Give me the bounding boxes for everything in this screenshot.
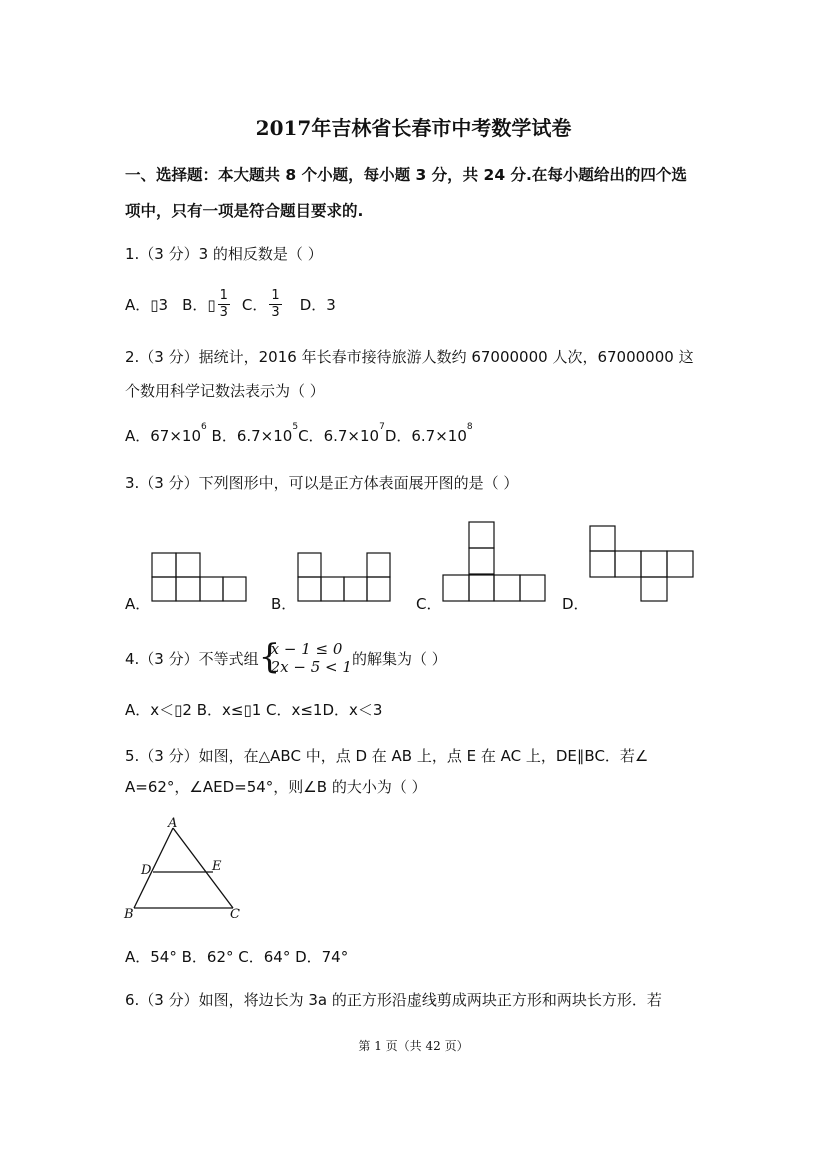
q1-option-a-label: A． xyxy=(125,296,151,314)
section-heading-line2: 项中，只有一项是符合题目要求的. xyxy=(125,202,364,220)
question-3-stem: 3.（3 分）下列图形中，可以是正方体表面展开图的是（ ） xyxy=(125,474,519,492)
q3-option-c-label: C． xyxy=(416,595,442,613)
q1-option-d-value: 3 xyxy=(326,295,336,314)
label-b: B xyxy=(124,907,134,922)
section-heading-line1: 一、选择题：本大题共 8 个小题，每小题 3 分，共 24 分.在每小题给出的四个选 xyxy=(125,166,687,184)
label-e: E xyxy=(212,859,222,874)
question-6-line1: 6.（3 分）如图，将边长为 3a 的正方形沿虚线剪成两块正方形和两块长方形．若 xyxy=(125,991,662,1009)
page-title: 2017年吉林省长春市中考数学试卷 xyxy=(255,116,572,140)
q5-triangle-figure xyxy=(120,810,250,930)
net-figure-c xyxy=(443,522,545,601)
question-4-options: A．x＜▯2 B．x≤▯1 C．x≤1D．x＜3 xyxy=(125,701,383,719)
q4-inequality-1: x − 1 ≤ 0 xyxy=(270,640,343,658)
q1-option-b-label: B． xyxy=(182,296,208,314)
q1-option-b-fraction: $\frac{1}{3}$ xyxy=(219,288,228,320)
net-figure-b xyxy=(298,553,390,601)
label-d: D xyxy=(141,863,152,878)
net-figure-d xyxy=(590,526,693,601)
q3-option-d-label: D． xyxy=(562,595,589,613)
q3-option-a-label: A． xyxy=(125,595,151,613)
question-2-line2: 个数用科学记数法表示为（ ） xyxy=(125,382,325,400)
page-footer: 第 1 页（共 42 页） xyxy=(358,1039,469,1053)
label-a: A xyxy=(168,816,178,831)
question-5-line1: 5.（3 分）如图，在△ABC 中，点 D 在 AB 上，点 E 在 AC 上，DE∥BC．若∠ xyxy=(125,747,649,765)
question-2-line1: 2.（3 分）据统计，2016 年长春市接待旅游人数约 67000000 人次，67000000 这 xyxy=(125,348,694,366)
question-1-stem: 1.（3 分）3 的相反数是（ ） xyxy=(125,245,323,263)
question-2-options: A．$67\times 10^6$ B．$6.7\times 10^5C$．$6.7\times 10^7D$．$6.7\times 10^8$ xyxy=(125,422,473,445)
question-5-line2: A=62°，∠AED=54°，则∠B 的大小为（ ） xyxy=(125,778,427,796)
q1-option-d-label: D． xyxy=(299,296,327,314)
q4-stem-suffix: 的解集为（ ） xyxy=(351,649,447,668)
question-5-options: A．54° B．62° C．64° D．74° xyxy=(125,948,349,966)
brace-icon: { xyxy=(258,637,281,677)
q4-inequality-2: 2x − 5 < 1 xyxy=(270,658,352,676)
q2-option-c-label: C． xyxy=(298,427,324,445)
q2-option-a-label: A． xyxy=(125,427,151,445)
q4-inequality-system xyxy=(258,637,352,677)
label-c: C xyxy=(230,907,240,922)
q1-option-c-fraction: $\frac{1}{3}$ xyxy=(271,288,280,320)
question-4-stem xyxy=(125,637,447,677)
net-figure-a xyxy=(152,553,246,601)
q2-option-d-label: D． xyxy=(384,427,412,445)
q1-option-a-value: ▯3 xyxy=(150,295,169,314)
q1-option-b-prefix: ▯ xyxy=(207,295,216,314)
q3-option-b-label: B． xyxy=(271,595,297,613)
q2-option-b-label: B． xyxy=(211,427,237,445)
q4-stem-prefix: 4.（3 分）不等式组 xyxy=(125,649,259,668)
q1-option-c-label: C． xyxy=(241,296,268,314)
